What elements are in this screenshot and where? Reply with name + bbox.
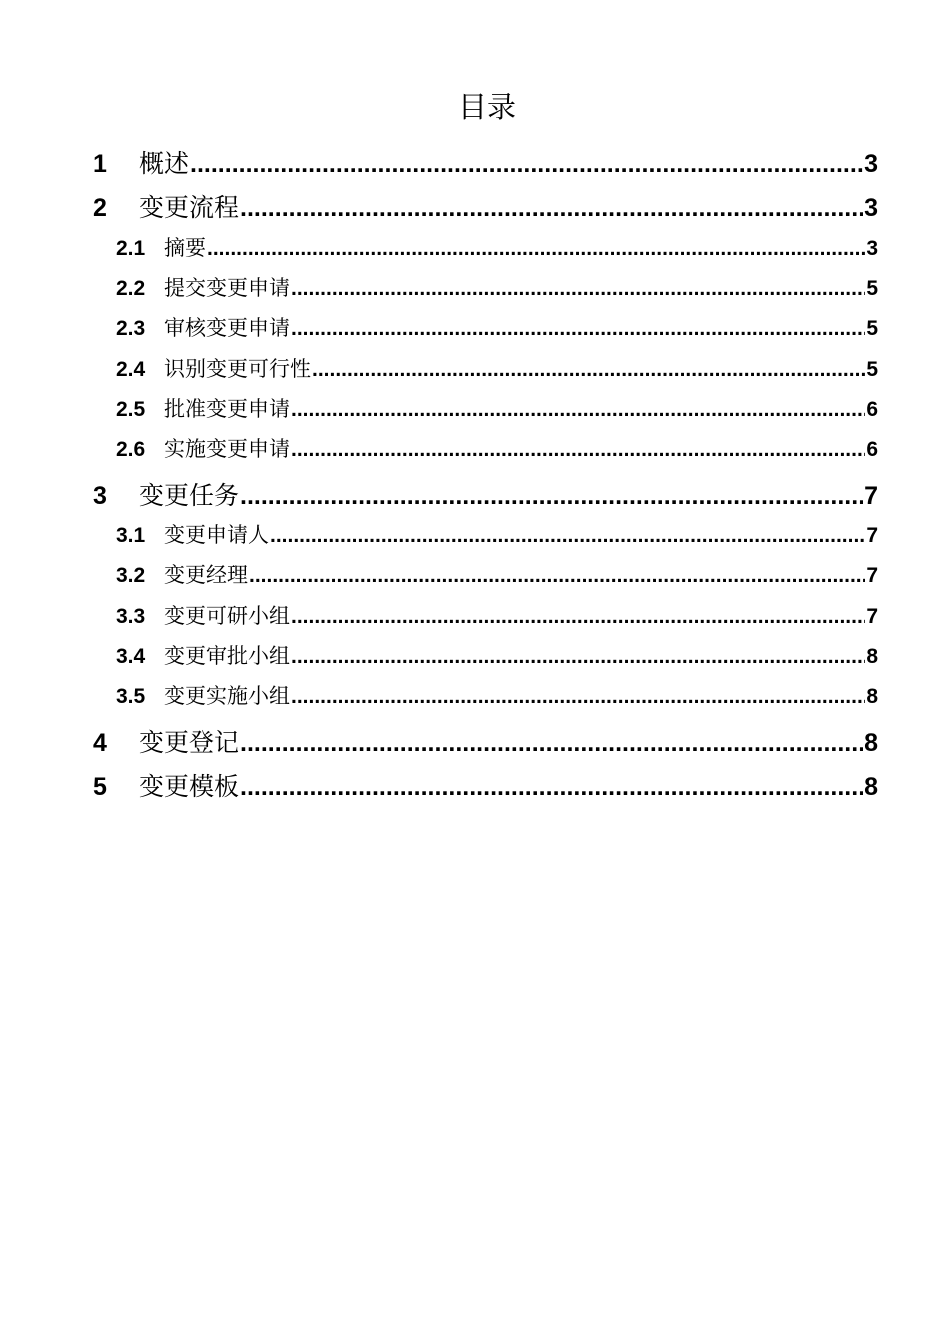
toc-entry-text: 提交变更申请	[164, 276, 290, 300]
toc-entry-number: 3.2	[116, 564, 146, 587]
dot-leader	[240, 194, 863, 223]
toc-entry-page: 8	[866, 685, 878, 708]
toc-entry-3-4[interactable]	[116, 640, 878, 674]
toc-entry-number: 1	[93, 150, 107, 178]
dot-leader	[270, 524, 865, 548]
toc-entry-page: 8	[864, 773, 878, 801]
toc-entry-2[interactable]	[93, 188, 878, 228]
dot-leader	[207, 237, 865, 261]
dot-leader	[240, 482, 863, 511]
toc-entry-text: 识别变更可行性	[164, 357, 311, 381]
toc-entry-2-5[interactable]	[116, 393, 878, 427]
toc-entry-text: 审核变更申请	[164, 316, 290, 340]
dot-leader	[291, 317, 865, 341]
toc-entry-page: 6	[866, 398, 878, 421]
toc-entry-number: 2.5	[116, 398, 146, 421]
dot-leader	[291, 685, 865, 709]
dot-leader	[240, 729, 863, 758]
toc-entry-text: 变更经理	[164, 563, 248, 587]
toc-entry-text: 变更任务	[139, 481, 240, 510]
toc-entry-text: 变更申请人	[164, 523, 269, 547]
toc-entry-2-3[interactable]	[116, 312, 878, 346]
toc-entry-3[interactable]	[93, 476, 878, 516]
toc-entry-1[interactable]	[93, 144, 878, 184]
toc-entry-3-2[interactable]	[116, 559, 878, 593]
toc-entry-number: 3.4	[116, 645, 146, 668]
toc-entry-number: 2.1	[116, 237, 146, 260]
toc-entry-number: 2.6	[116, 438, 146, 461]
toc-entry-number: 2.4	[116, 358, 146, 381]
toc-entry-page: 7	[866, 564, 878, 587]
toc-entry-number: 2.3	[116, 317, 146, 340]
toc-entry-page: 6	[866, 438, 878, 461]
toc-entry-page: 7	[866, 605, 878, 628]
dot-leader	[291, 277, 865, 301]
dot-leader	[240, 773, 863, 802]
toc-entry-text: 变更审批小组	[164, 644, 290, 668]
toc-entry-page: 7	[866, 524, 878, 547]
toc-entry-3-5[interactable]	[116, 680, 878, 714]
toc-entry-page: 7	[864, 482, 878, 510]
toc-entry-5[interactable]	[93, 767, 878, 807]
toc-entry-text: 批准变更申请	[164, 397, 290, 421]
toc-entry-text: 变更实施小组	[164, 684, 290, 708]
toc-entry-page: 8	[866, 645, 878, 668]
toc-entry-text: 变更流程	[139, 193, 240, 222]
toc-entry-page: 8	[864, 729, 878, 757]
toc-entry-text: 变更模板	[139, 772, 240, 801]
toc-entry-number: 3.3	[116, 605, 146, 628]
toc-entry-number: 2.2	[116, 277, 146, 300]
toc-entry-page: 5	[866, 317, 878, 340]
toc-entry-number: 3	[93, 482, 107, 510]
dot-leader	[312, 358, 865, 382]
toc-entry-page: 3	[864, 194, 878, 222]
toc-entry-2-6[interactable]	[116, 433, 878, 467]
toc-entry-number: 3.1	[116, 524, 146, 547]
toc-entry-3-1[interactable]	[116, 519, 878, 553]
toc-entry-page: 5	[866, 358, 878, 381]
toc-entry-text: 概述	[139, 149, 190, 178]
toc-entry-text: 摘要	[164, 236, 206, 260]
dot-leader	[249, 564, 865, 588]
toc-title: 目录	[457, 90, 516, 124]
toc-entry-text: 变更登记	[139, 728, 240, 757]
toc-entry-4[interactable]	[93, 723, 878, 763]
dot-leader	[190, 150, 863, 179]
toc-entry-3-3[interactable]	[116, 600, 878, 634]
toc-entry-page: 3	[864, 150, 878, 178]
toc-entry-number: 4	[93, 729, 107, 757]
toc-entry-number: 2	[93, 194, 107, 222]
dot-leader	[291, 605, 865, 629]
toc-entry-text: 实施变更申请	[164, 437, 290, 461]
dot-leader	[291, 438, 865, 462]
toc-entry-2-4[interactable]	[116, 353, 878, 387]
dot-leader	[291, 645, 865, 669]
toc-entry-2-2[interactable]	[116, 272, 878, 306]
toc-entry-2-1[interactable]	[116, 232, 878, 266]
toc-entry-page: 3	[866, 237, 878, 260]
toc-entry-text: 变更可研小组	[164, 604, 290, 628]
toc-entry-number: 3.5	[116, 685, 146, 708]
toc-entry-number: 5	[93, 773, 107, 801]
dot-leader	[291, 398, 865, 422]
toc-entry-page: 5	[866, 277, 878, 300]
